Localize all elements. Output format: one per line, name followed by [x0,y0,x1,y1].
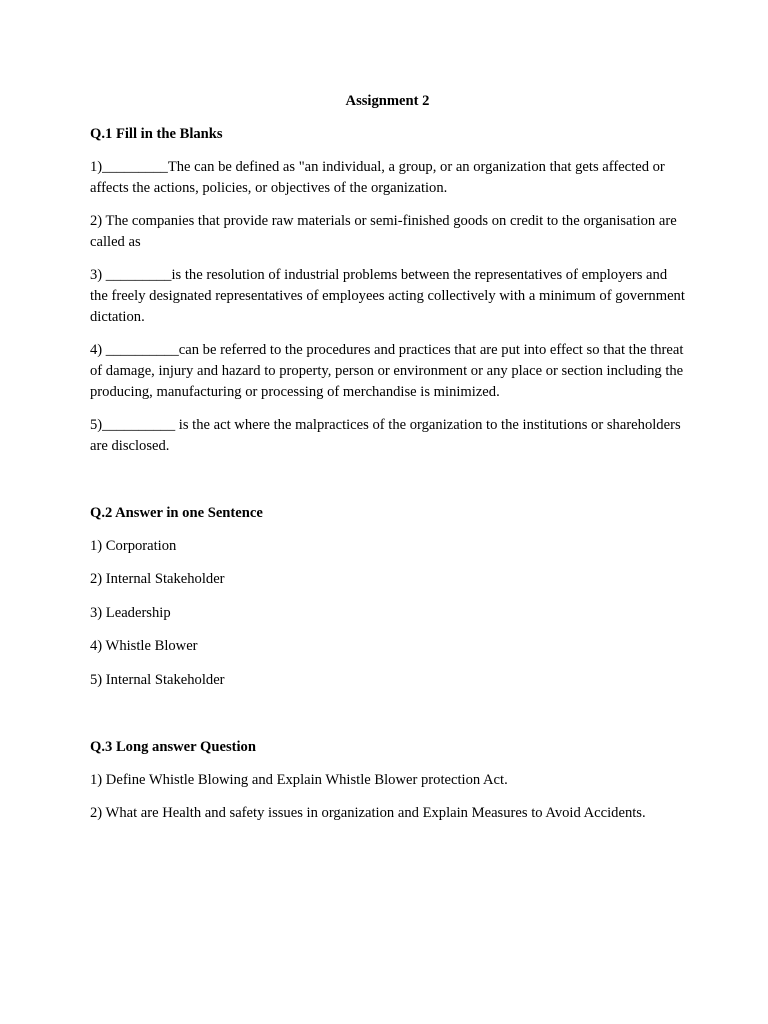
document-page [90,91,685,837]
section-spacer [90,469,685,503]
q2-item-4: 4) Whistle Blower [90,638,198,655]
q1-item-4: 4) __________can be referred to the procedures and practices that are put into effect so that the threat of damage, injury and hazard to property, person or environment or any place or section including the producing, manufacturing or processing of merchandise is minimized. [90,342,684,400]
q2-item-2: 2) Internal Stakeholder [90,571,225,588]
document-title: Assignment 2 [345,93,430,109]
q3-heading: Q.3 Long answer Question [90,738,256,755]
q2-item-5: 5) Internal Stakeholder [90,671,225,688]
q1-item-2: 2) The companies that provide raw materials or semi-finished goods on credit to the organisation are called as [90,213,677,250]
q1-item-5: 5)__________ is the act where the malpractices of the organization to the institutions or shareholders are disclosed. [90,417,681,454]
q3-item-2: 2) What are Health and safety issues in organization and Explain Measures to Avoid Accidents. [90,805,646,822]
q3-item-1: 1) Define Whistle Blowing and Explain Whistle Blower protection Act. [90,771,508,788]
q1-item-1: 1)_________The can be defined as "an individual, a group, or an organization that gets affected or affects the actions, policies, or objectives of the organization. [90,159,665,196]
q1-heading: Q.1 Fill in the Blanks [90,126,223,142]
q2-item-3: 3) Leadership [90,604,171,621]
q1-item-3: 3) _________is the resolution of industrial problems between the representatives of employers and the freely designated representatives of employees acting collectively with a minimum of government dictation. [90,267,685,325]
section-q3 [90,737,685,824]
q2-item-1: 1) Corporation [90,538,177,554]
section-q2 [90,503,685,691]
q2-heading: Q.2 Answer in one Sentence [90,505,263,521]
section-q1 [90,124,685,457]
section-spacer [90,703,685,737]
